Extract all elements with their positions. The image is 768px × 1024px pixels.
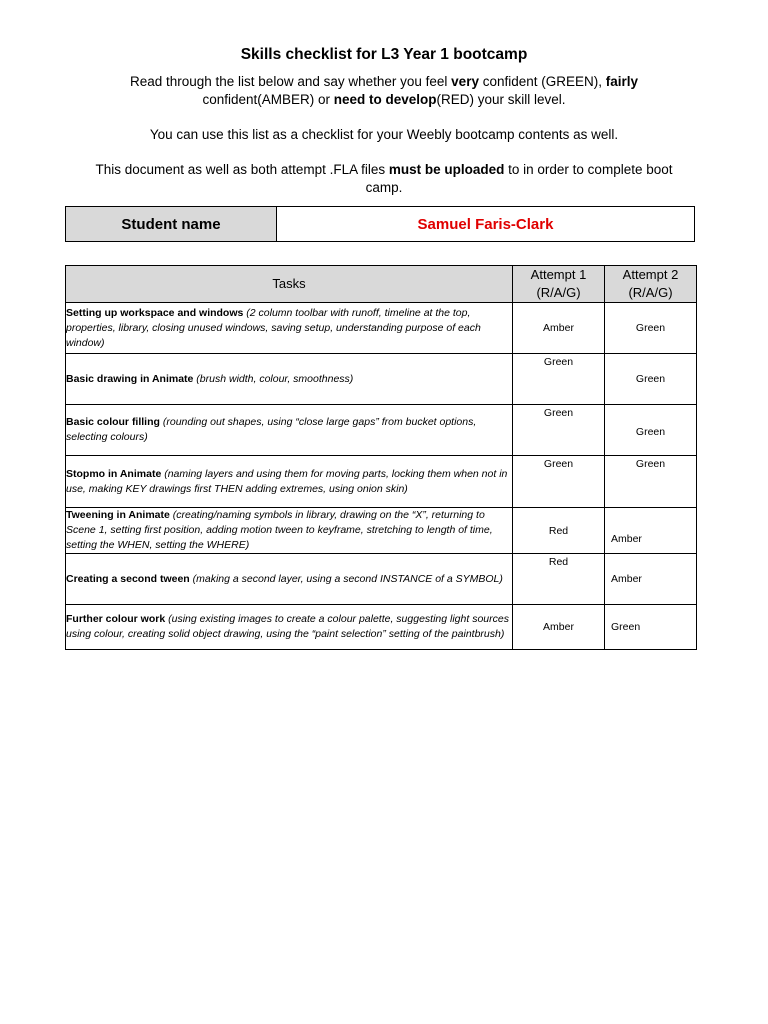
table-row — [66, 405, 697, 456]
header-attempt-2 — [605, 266, 697, 303]
table-row — [66, 303, 697, 354]
task-cell — [66, 303, 513, 354]
text-run: This document as well as both attempt .FLA files — [95, 162, 389, 177]
attempt-2-cell: Green — [605, 303, 697, 354]
student-name-value: Samuel Faris-Clark — [417, 215, 554, 233]
attempt-2-value: Green — [635, 426, 666, 438]
table-header-row — [66, 266, 697, 303]
attempt-2-value: Green — [611, 621, 641, 633]
emphasis-need-to-develop: need to develop — [333, 92, 437, 107]
attempt-2-cell — [605, 508, 697, 554]
instructions-paragraph-2: You can use this list as a checklist for your Weebly bootcamp contents as well. — [149, 127, 619, 142]
table-row — [66, 354, 697, 405]
header-attempt-1 — [513, 266, 605, 303]
instructions-paragraph-3 — [90, 161, 678, 197]
task-detail: (creating/naming symbols in library, drawing on the “X”, returning to Scene 1, setting first position, adding motion tween to keyframe, stretching to length of time, setting the WHEN, setting the WHERE) — [66, 509, 493, 551]
attempt-1-value: Green — [543, 356, 574, 368]
task-title: Basic drawing in Animate — [66, 372, 194, 385]
attempt-1-cell: Red — [513, 508, 605, 554]
attempt-1-cell — [513, 354, 605, 405]
task-detail: (using existing images to create a colour palette, suggesting light sources using colour, creating solid object drawing, using the “paint selection” setting of the paintbrush) — [66, 613, 509, 640]
attempt-2-value: Amber — [611, 573, 642, 585]
attempt-1-cell — [513, 456, 605, 508]
emphasis-fairly: fairly — [605, 74, 639, 89]
task-cell — [66, 605, 513, 650]
text-run: confident(AMBER) or — [202, 92, 334, 107]
attempt-2-value: Green — [635, 458, 666, 470]
task-detail: (naming layers and using them for moving parts, locking them when not in use, making KEY drawings first THEN adding extremes, using onion skin) — [66, 467, 508, 495]
attempt-2-value: Amber — [611, 532, 642, 545]
table-row — [66, 456, 697, 508]
instructions — [90, 73, 678, 214]
task-cell — [66, 554, 513, 605]
task-detail: (rounding out shapes, using “close large gaps” from bucket options, selecting colours) — [66, 416, 477, 443]
attempt-1-cell — [513, 405, 605, 456]
task-cell — [66, 405, 513, 456]
text-run: to in order to complete boot camp. — [365, 162, 673, 195]
task-cell — [66, 354, 513, 405]
task-cell — [66, 456, 513, 508]
table-row — [66, 508, 697, 554]
attempt-2-cell — [605, 554, 697, 605]
task-title: Further colour work — [66, 613, 166, 625]
emphasis-must-be-uploaded: must be uploaded — [388, 162, 505, 177]
instructions-paragraph-1 — [90, 73, 678, 109]
emphasis-very: very — [451, 74, 479, 89]
text-run: Read through the list below and say whether you feel — [129, 74, 452, 89]
task-title: Stopmo in Animate — [66, 467, 162, 480]
attempt-2-cell — [605, 405, 697, 456]
header-attempt-2-line-1: Attempt 2 — [622, 267, 679, 282]
attempt-2-cell: Green — [605, 354, 697, 405]
attempt-1-value: Green — [543, 458, 574, 470]
task-cell — [66, 508, 513, 554]
task-title: Creating a second tween — [66, 572, 190, 585]
attempt-1-cell: Amber — [513, 303, 605, 354]
task-title: Basic colour filling — [66, 416, 160, 428]
task-title: Tweening in Animate — [66, 509, 170, 521]
header-attempt-2-line-2: (R/A/G) — [628, 285, 673, 300]
task-detail: (brush width, colour, smoothness) — [193, 372, 354, 385]
attempt-1-value: Green — [543, 407, 574, 419]
header-attempt-1-line-1: Attempt 1 — [530, 267, 587, 282]
student-name-label: Student name — [66, 207, 277, 241]
attempt-2-cell — [605, 605, 697, 650]
student-name-table — [65, 206, 695, 242]
task-detail: (2 column toolbar with runoff, timeline at the top, properties, library, closing unused windows, saving setup, understanding purpose of each window) — [66, 306, 481, 349]
table-row — [66, 605, 697, 650]
page-title: Skills checklist for L3 Year 1 bootcamp — [240, 46, 528, 63]
attempt-1-cell — [513, 554, 605, 605]
attempt-1-cell: Amber — [513, 605, 605, 650]
header-tasks: Tasks — [66, 266, 513, 303]
attempt-2-cell — [605, 456, 697, 508]
task-detail: (making a second layer, using a second INSTANCE of a SYMBOL) — [189, 572, 503, 585]
text-run: (RED) your skill level. — [436, 92, 566, 107]
attempt-1-value: Red — [548, 556, 569, 568]
skills-table — [65, 265, 697, 650]
table-row — [66, 554, 697, 605]
header-attempt-1-line-2: (R/A/G) — [536, 285, 581, 300]
task-title: Setting up workspace and windows — [66, 306, 244, 319]
text-run: confident (GREEN), — [478, 74, 606, 89]
